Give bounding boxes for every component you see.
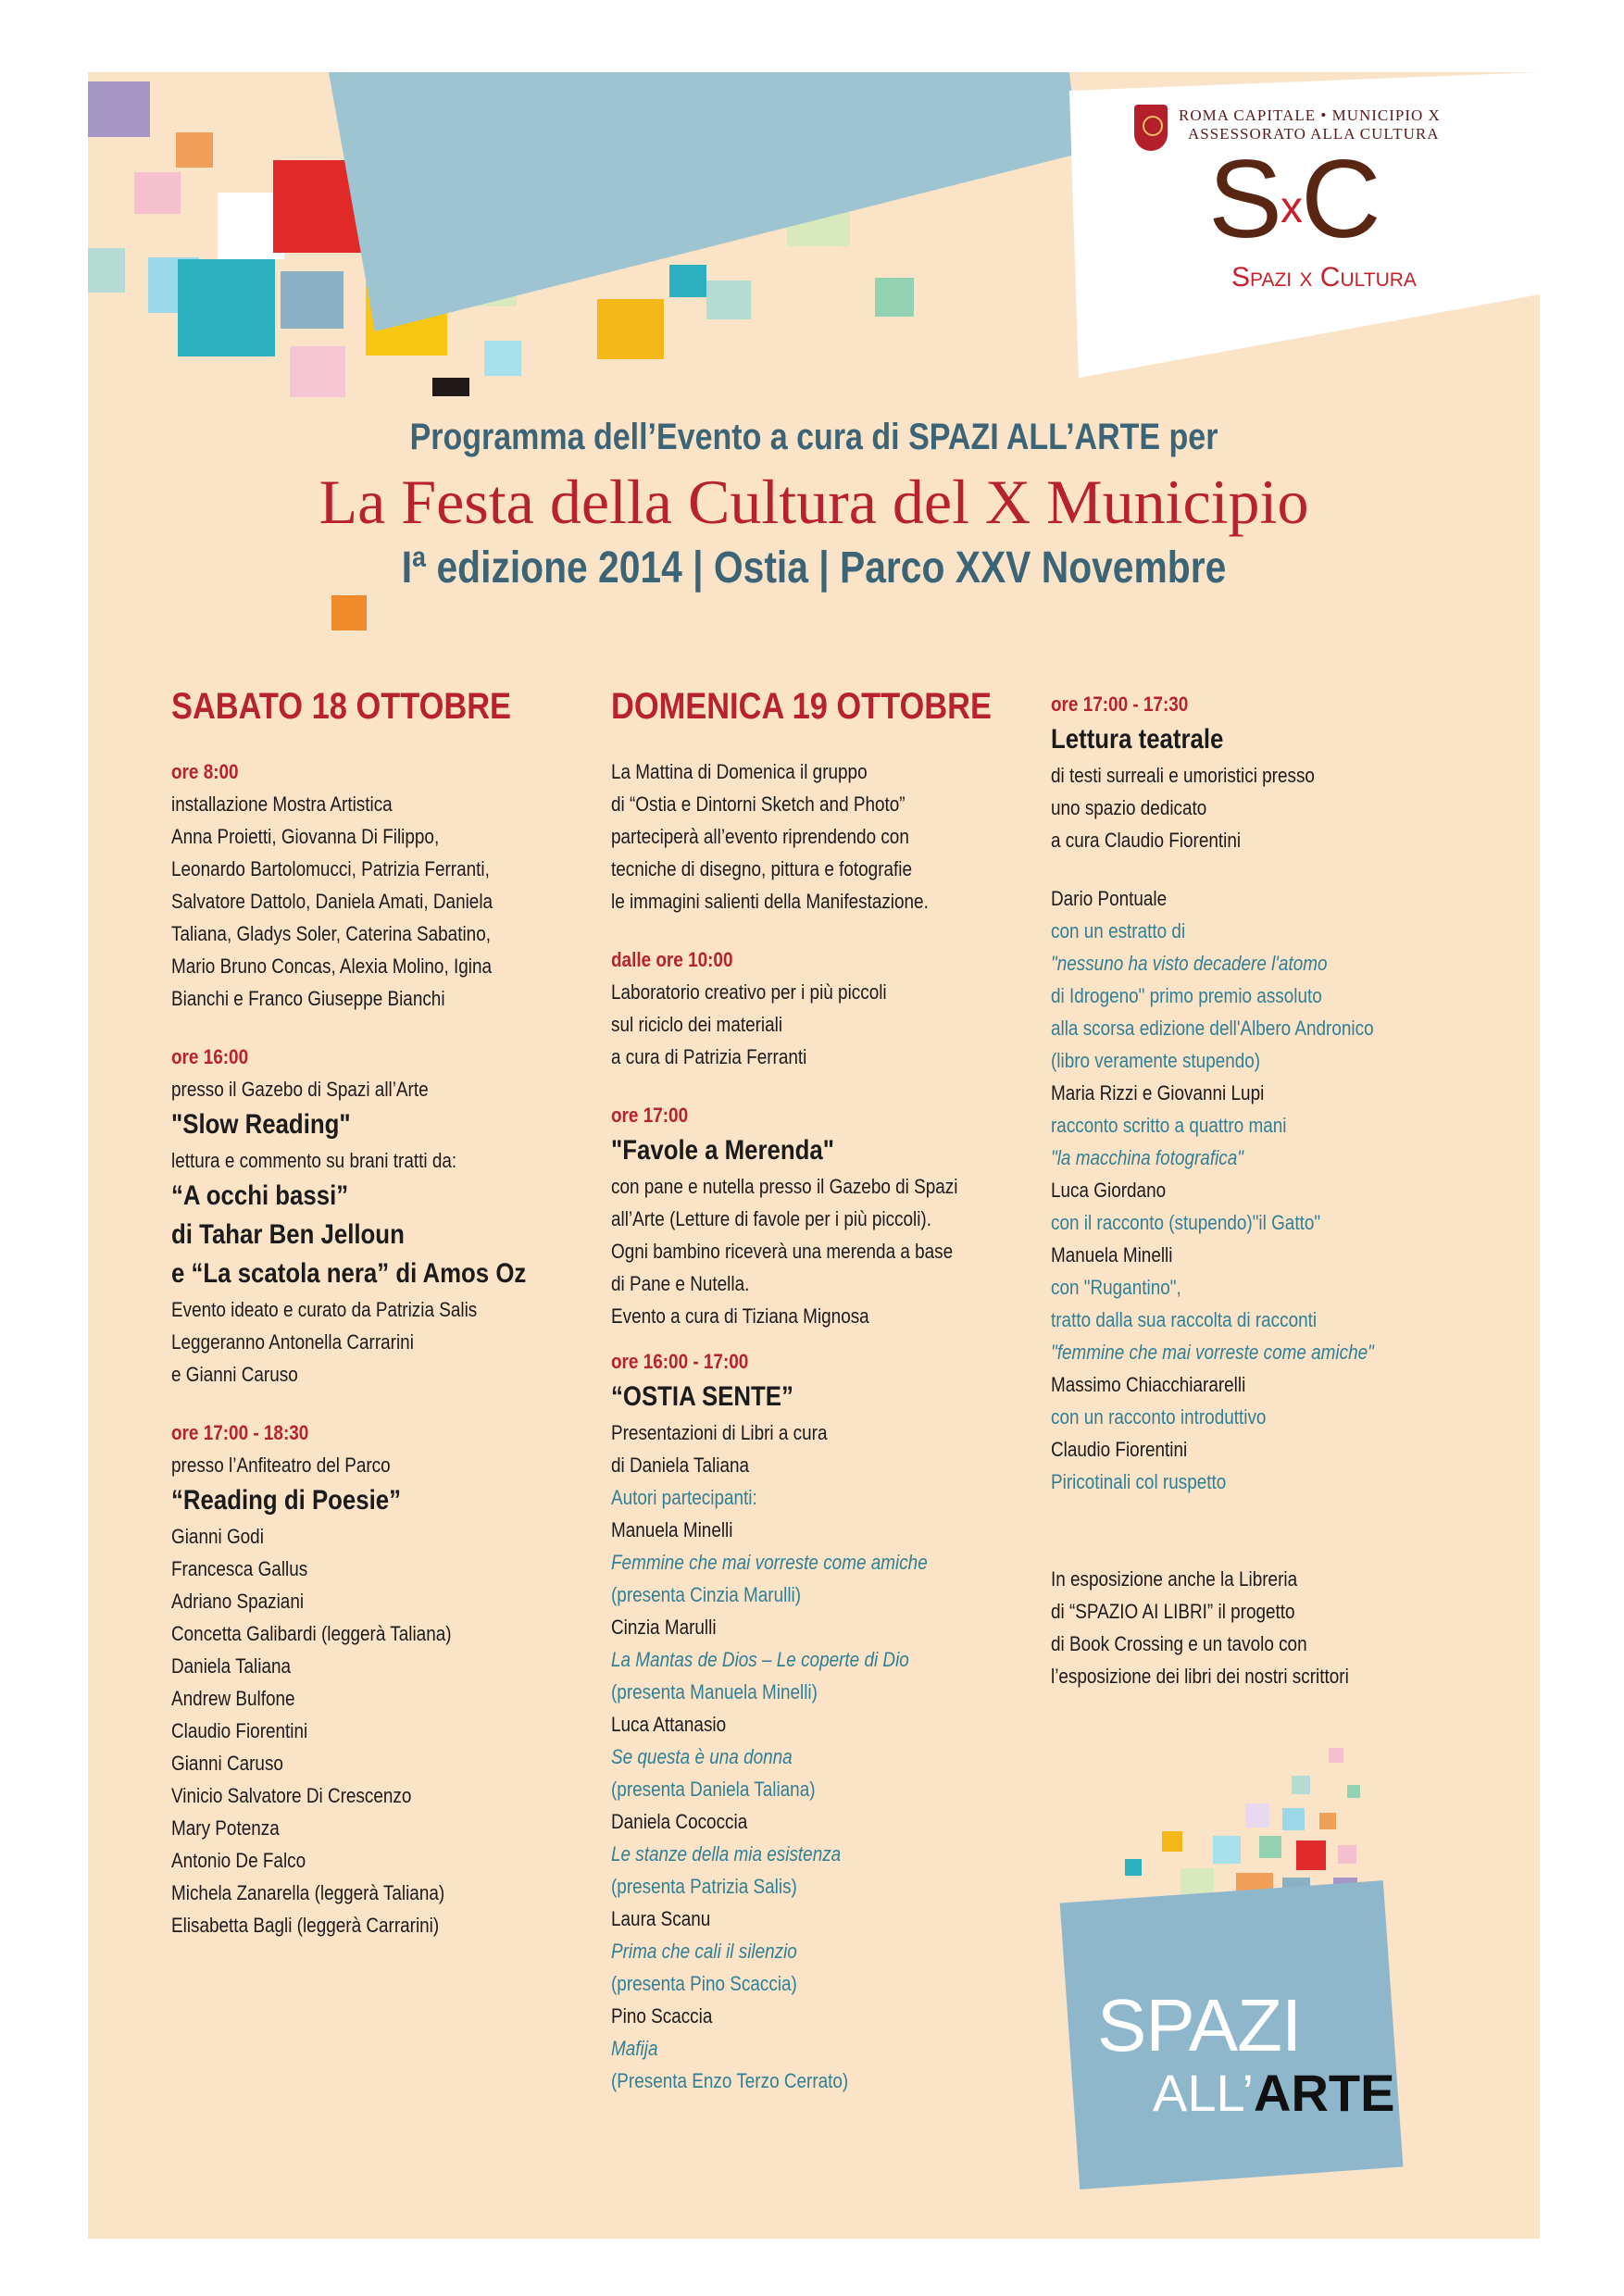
program-line: con il racconto (stupendo)"il Gatto" <box>1051 1211 1321 1234</box>
event-time: ore 8:00 <box>171 760 239 783</box>
program-line: Michela Zanarella (leggerà Taliana) <box>171 1881 445 1904</box>
event-title: “A occhi bassi” <box>171 1180 349 1211</box>
deco-blue-shape <box>329 72 1088 331</box>
program-line: Piricotinali col ruspetto <box>1051 1470 1227 1493</box>
program-line: Elisabetta Bagli (leggerà Carrarini) <box>171 1914 440 1937</box>
deco-square <box>176 132 213 168</box>
event-title: e “La scatola nera” di Amos Oz <box>171 1258 527 1289</box>
program-line: Daniela Cococcia <box>611 1810 748 1833</box>
deco-square <box>1213 1836 1241 1864</box>
program-line: Manuela Minelli <box>1051 1243 1173 1267</box>
program-line: Maria Rizzi e Giovanni Lupi <box>1051 1081 1265 1104</box>
program-line: a cura Claudio Fiorentini <box>1051 829 1242 852</box>
program-line: Mario Bruno Concas, Alexia Molino, Igina <box>171 955 493 978</box>
spacer <box>1051 856 1514 882</box>
program-line: Bianchi e Franco Giuseppe Bianchi <box>171 987 445 1010</box>
program-line: Anna Proietti, Giovanna Di Filippo, <box>171 825 440 848</box>
program-line: Leggeranno Antonella Carrarini <box>171 1330 414 1354</box>
program-line: In esposizione anche la Libreria <box>1051 1567 1298 1591</box>
program-line: a cura di Patrizia Ferranti <box>611 1045 807 1068</box>
program-line: Ogni bambino riceverà una merenda a base <box>611 1240 954 1263</box>
spacer <box>611 1332 1074 1345</box>
program-line: di Daniela Taliana <box>611 1454 750 1477</box>
program-line: Evento ideato e curato da Patrizia Salis <box>171 1298 478 1321</box>
program-line: di “Ostia e Dintorni Sketch and Photo” <box>611 792 906 816</box>
spacer <box>171 730 606 755</box>
program-line: Femmine che mai vorreste come amiche <box>611 1551 928 1574</box>
program-line: all’Arte (Letture di favole per i più piccoli). <box>611 1207 931 1230</box>
program-line: (presenta Pino Scaccia) <box>611 1972 797 1995</box>
deco-square <box>1282 1808 1305 1830</box>
day-heading: SABATO 18 OTTOBRE <box>171 686 512 727</box>
program-line: uno spazio dedicato <box>1051 796 1207 819</box>
spacer <box>1051 1498 1514 1524</box>
program-line: Se questa è una donna <box>611 1745 793 1768</box>
program-line: (presenta Manuela Minelli) <box>611 1680 818 1703</box>
program-line: Presentazioni di Libri a cura <box>611 1421 828 1444</box>
program-line: La Mantas de Dios – Le coperte di Dio <box>611 1648 909 1671</box>
spacer <box>171 1391 606 1416</box>
deco-square <box>1338 1845 1356 1864</box>
deco-square <box>134 172 181 214</box>
program-line: con un estratto di <box>1051 919 1186 942</box>
deco-square <box>331 595 367 630</box>
deco-square <box>1296 1841 1326 1870</box>
spazi-arte-line1: SPAZI <box>1097 1984 1302 2066</box>
column-saturday <box>171 683 606 1941</box>
event-title: "Favole a Merenda" <box>611 1135 834 1166</box>
program-line: Prima che cali il silenzio <box>611 1940 797 1963</box>
program-line: La Mattina di Domenica il gruppo <box>611 760 868 783</box>
spacer <box>611 917 1074 943</box>
program-line: l’esposizione dei libri dei nostri scrittori <box>1051 1665 1349 1688</box>
sxc-mark: $S^xC$ <box>1208 137 1380 261</box>
deco-square <box>1319 1813 1336 1829</box>
program-line: Leonardo Bartolomucci, Patrizia Ferranti, <box>171 857 490 880</box>
program-line: di Book Crossing e un tavolo con <box>1051 1632 1307 1655</box>
program-line: "nessuno ha visto decadere l'atomo <box>1051 952 1328 975</box>
program-line: Pino Scaccia <box>611 2004 713 2028</box>
spacer <box>611 730 1074 755</box>
program-line: Luca Giordano <box>1051 1179 1167 1202</box>
program-line: con "Rugantino", <box>1051 1276 1181 1299</box>
program-line: Salvatore Dattolo, Daniela Amati, Daniela <box>171 890 493 913</box>
logo-roma-line2: ASSESSORATO ALLA CULTURA <box>1188 125 1440 143</box>
column-sunday <box>611 683 1074 2097</box>
spacer <box>1051 1524 1514 1550</box>
column-sunday-evening <box>1051 688 1514 1692</box>
program-line: Laboratorio creativo per i più piccoli <box>611 980 887 1004</box>
program-line: Concetta Galibardi (leggerà Taliana) <box>171 1622 452 1645</box>
deco-square <box>1162 1831 1182 1852</box>
deco-square <box>484 341 521 376</box>
event-time: ore 17:00 - 17:30 <box>1051 693 1189 716</box>
program-line: alla scorsa edizione dell'Albero Andronico <box>1051 1017 1374 1040</box>
spacer <box>1051 1550 1514 1563</box>
program-line: di Pane e Nutella. <box>611 1272 750 1295</box>
program-line: Manuela Minelli <box>611 1518 733 1541</box>
deco-square <box>1347 1785 1360 1798</box>
program-line: (presenta Daniela Taliana) <box>611 1778 816 1801</box>
program-line: Vinicio Salvatore Di Crescenzo <box>171 1784 412 1807</box>
program-line: con pane e nutella presso il Gazebo di Spazi <box>611 1175 958 1198</box>
deco-square <box>1125 1859 1142 1876</box>
program-line: Taliana, Gladys Soler, Caterina Sabatino, <box>171 922 491 945</box>
program-line: Cinzia Marulli <box>611 1616 717 1639</box>
program-line: e Gianni Caruso <box>171 1363 298 1386</box>
deco-square <box>178 259 275 356</box>
spacer <box>171 1015 606 1041</box>
program-line: di “SPAZIO AI LIBRI” il progetto <box>1051 1600 1295 1623</box>
event-time: ore 17:00 - 18:30 <box>171 1421 309 1444</box>
program-line: (libro veramente stupendo) <box>1051 1049 1261 1072</box>
event-time: ore 16:00 - 17:00 <box>611 1350 749 1373</box>
program-line: tratto dalla sua raccolta di racconti <box>1051 1308 1318 1331</box>
event-title: “Reading di Poesie” <box>171 1485 402 1516</box>
program-line: Daniela Taliana <box>171 1654 292 1678</box>
day-heading: DOMENICA 19 OTTOBRE <box>611 686 992 727</box>
program-line: "femmine che mai vorreste come amiche" <box>1051 1341 1374 1364</box>
spacer <box>611 1073 1074 1099</box>
program-line: Dario Pontuale <box>1051 887 1168 910</box>
event-title: "Slow Reading" <box>171 1109 351 1140</box>
program-line: Gianni Caruso <box>171 1752 283 1775</box>
program-line: Luca Attanasio <box>611 1713 727 1736</box>
program-line: racconto scritto a quattro mani <box>1051 1114 1287 1137</box>
program-line: Andrew Bulfone <box>171 1687 295 1710</box>
event-title: Lettura teatrale <box>1051 724 1224 755</box>
event-time: dalle ore 10:00 <box>611 948 733 971</box>
program-line: con un racconto introduttivo <box>1051 1405 1267 1429</box>
program-line: Francesca Gallus <box>171 1557 308 1580</box>
sxc-tagline: Spazi x Cultura <box>1231 262 1417 293</box>
program-line: di testi surreali e umoristici presso <box>1051 764 1315 787</box>
header-subtitle: Programma dell’Evento a cura di SPAZI ALL’ARTE per <box>409 417 1218 457</box>
program-line: (Presenta Enzo Terzo Cerrato) <box>611 2069 849 2092</box>
deco-square <box>88 81 150 137</box>
program-line: presso l’Anfiteatro del Parco <box>171 1454 391 1477</box>
program-line: (presenta Patrizia Salis) <box>611 1875 797 1898</box>
logo-roma-line1: ROMA CAPITALE • MUNICIPIO X <box>1179 106 1441 124</box>
program-line: le immagini salienti della Manifestazione. <box>611 890 929 913</box>
header-edition: Iª edizione 2014 | Ostia | Parco XXV Novembre <box>401 543 1227 593</box>
event-title: “OSTIA SENTE” <box>611 1381 793 1412</box>
program-line: Evento a cura di Tiziana Mignosa <box>611 1304 869 1328</box>
program-line: presso il Gazebo di Spazi all’Arte <box>171 1078 429 1101</box>
event-title: di Tahar Ben Jelloun <box>171 1219 405 1250</box>
program-line: di Idrogeno" primo premio assoluto <box>1051 984 1322 1007</box>
program-line: parteciperà all’evento riprendendo con <box>611 825 909 848</box>
program-line: Mary Potenza <box>171 1816 280 1840</box>
header-title: La Festa della Cultura del X Municipio <box>319 467 1309 537</box>
event-time: ore 17:00 <box>611 1104 689 1127</box>
deco-square <box>1329 1748 1343 1763</box>
program-line: Gianni Godi <box>171 1525 264 1548</box>
deco-square <box>1259 1836 1281 1858</box>
program-line: Le stanze della mia esistenza <box>611 1842 842 1866</box>
program-line: Claudio Fiorentini <box>1051 1438 1188 1461</box>
poster <box>88 72 1540 2239</box>
deco-square <box>1292 1776 1310 1794</box>
program-line: Mafija <box>611 2037 658 2060</box>
program-line: tecniche di disegno, pittura e fotografie <box>611 857 913 880</box>
program-line: Massimo Chiacchiararelli <box>1051 1373 1246 1396</box>
program-line: Claudio Fiorentini <box>171 1719 308 1742</box>
program-line: Laura Scanu <box>611 1907 711 1930</box>
program-line: (presenta Cinzia Marulli) <box>611 1583 802 1606</box>
program-line: sul riciclo dei materiali <box>611 1013 783 1036</box>
program-line: installazione Mostra Artistica <box>171 792 393 816</box>
spazi-arte-line2: ALL’ARTE <box>1153 2064 1395 2122</box>
deco-square <box>432 378 469 396</box>
roma-crest-icon <box>1134 105 1168 151</box>
program-line: lettura e commento su brani tratti da: <box>171 1149 457 1172</box>
program-line: Adriano Spaziani <box>171 1590 305 1613</box>
deco-square <box>88 248 125 293</box>
deco-square <box>1245 1803 1269 1828</box>
program-line: "la macchina fotografica" <box>1051 1146 1243 1169</box>
program-line: Autori partecipanti: <box>611 1486 757 1509</box>
program-line: Antonio De Falco <box>171 1849 306 1872</box>
event-time: ore 16:00 <box>171 1045 249 1068</box>
deco-square <box>290 346 345 397</box>
